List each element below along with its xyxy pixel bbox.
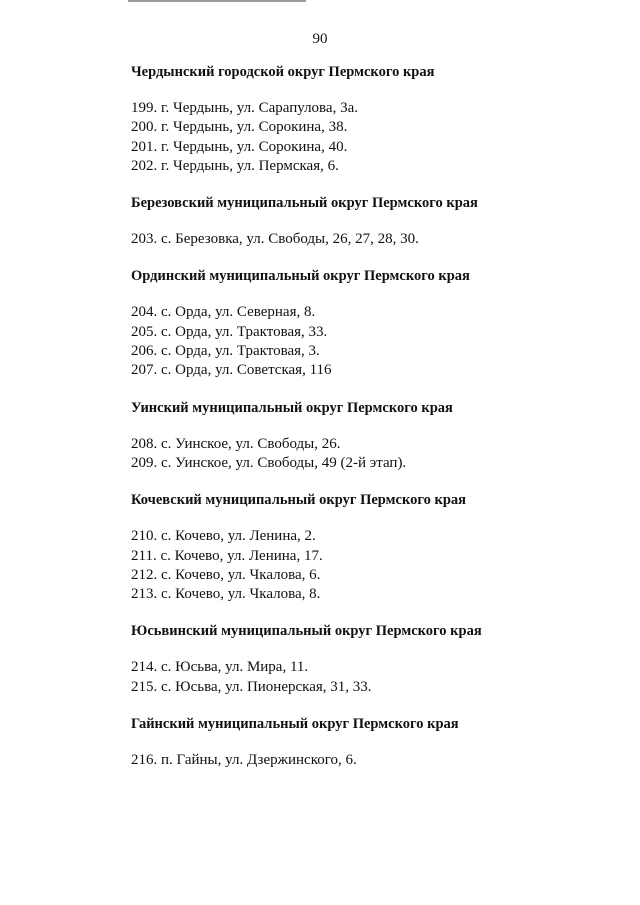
top-rule bbox=[128, 0, 306, 2]
section-yusvinsky bbox=[131, 621, 601, 697]
address-list bbox=[131, 527, 601, 604]
address-item: 207. с. Орда, ул. Советская, 116 bbox=[131, 362, 332, 379]
section-berezovsky bbox=[131, 193, 601, 249]
address-item: 208. с. Уинское, ул. Свободы, 26. bbox=[131, 435, 341, 452]
section-gainsky bbox=[131, 714, 601, 770]
section-heading: Ординский муниципальный округ Пермского края bbox=[131, 268, 470, 285]
address-list bbox=[131, 303, 601, 380]
address-item: 205. с. Орда, ул. Трактовая, 33. bbox=[131, 323, 328, 340]
address-item: 211. с. Кочево, ул. Ленина, 17. bbox=[131, 547, 323, 564]
address-item: 201. г. Чердынь, ул. Сорокина, 40. bbox=[131, 138, 348, 155]
address-list bbox=[131, 435, 601, 474]
section-heading: Юсьвинский муниципальный округ Пермского края bbox=[131, 623, 482, 640]
page-number: 90 bbox=[312, 31, 328, 47]
section-ordinsky bbox=[131, 266, 601, 380]
section-kochevsky bbox=[131, 490, 601, 604]
address-item: 213. с. Кочево, ул. Чкалова, 8. bbox=[131, 586, 321, 603]
address-list bbox=[131, 658, 601, 697]
address-item: 215. с. Юсьва, ул. Пионерская, 31, 33. bbox=[131, 678, 372, 695]
address-item: 206. с. Орда, ул. Трактовая, 3. bbox=[131, 343, 320, 360]
section-heading: Гайнский муниципальный округ Пермского края bbox=[131, 716, 459, 733]
section-cherdynsky bbox=[131, 62, 601, 176]
address-item: 203. с. Березовка, ул. Свободы, 26, 27, 28, 30. bbox=[131, 231, 419, 248]
address-item: 204. с. Орда, ул. Северная, 8. bbox=[131, 304, 316, 321]
address-item: 199. г. Чердынь, ул. Сарапулова, 3а. bbox=[131, 100, 358, 116]
section-heading: Чердынский городской округ Пермского края bbox=[131, 64, 435, 80]
address-item: 212. с. Кочево, ул. Чкалова, 6. bbox=[131, 566, 321, 583]
address-item: 202. г. Чердынь, ул. Пермская, 6. bbox=[131, 157, 339, 174]
section-heading: Березовский муниципальный округ Пермского края bbox=[131, 195, 478, 212]
address-list bbox=[131, 99, 601, 176]
section-heading: Кочевский муниципальный округ Пермского края bbox=[131, 492, 466, 509]
address-item: 214. с. Юсьва, ул. Мира, 11. bbox=[131, 659, 309, 676]
address-list bbox=[131, 751, 601, 770]
address-item: 210. с. Кочево, ул. Ленина, 2. bbox=[131, 528, 316, 545]
section-uinsky bbox=[131, 398, 601, 474]
address-item: 216. п. Гайны, ул. Дзержинского, 6. bbox=[131, 752, 357, 769]
address-list bbox=[131, 230, 601, 249]
section-heading: Уинский муниципальный округ Пермского края bbox=[131, 399, 453, 416]
document-body bbox=[131, 62, 601, 770]
address-item: 200. г. Чердынь, ул. Сорокина, 38. bbox=[131, 119, 348, 136]
address-item: 209. с. Уинское, ул. Свободы, 49 (2-й этап). bbox=[131, 454, 407, 471]
